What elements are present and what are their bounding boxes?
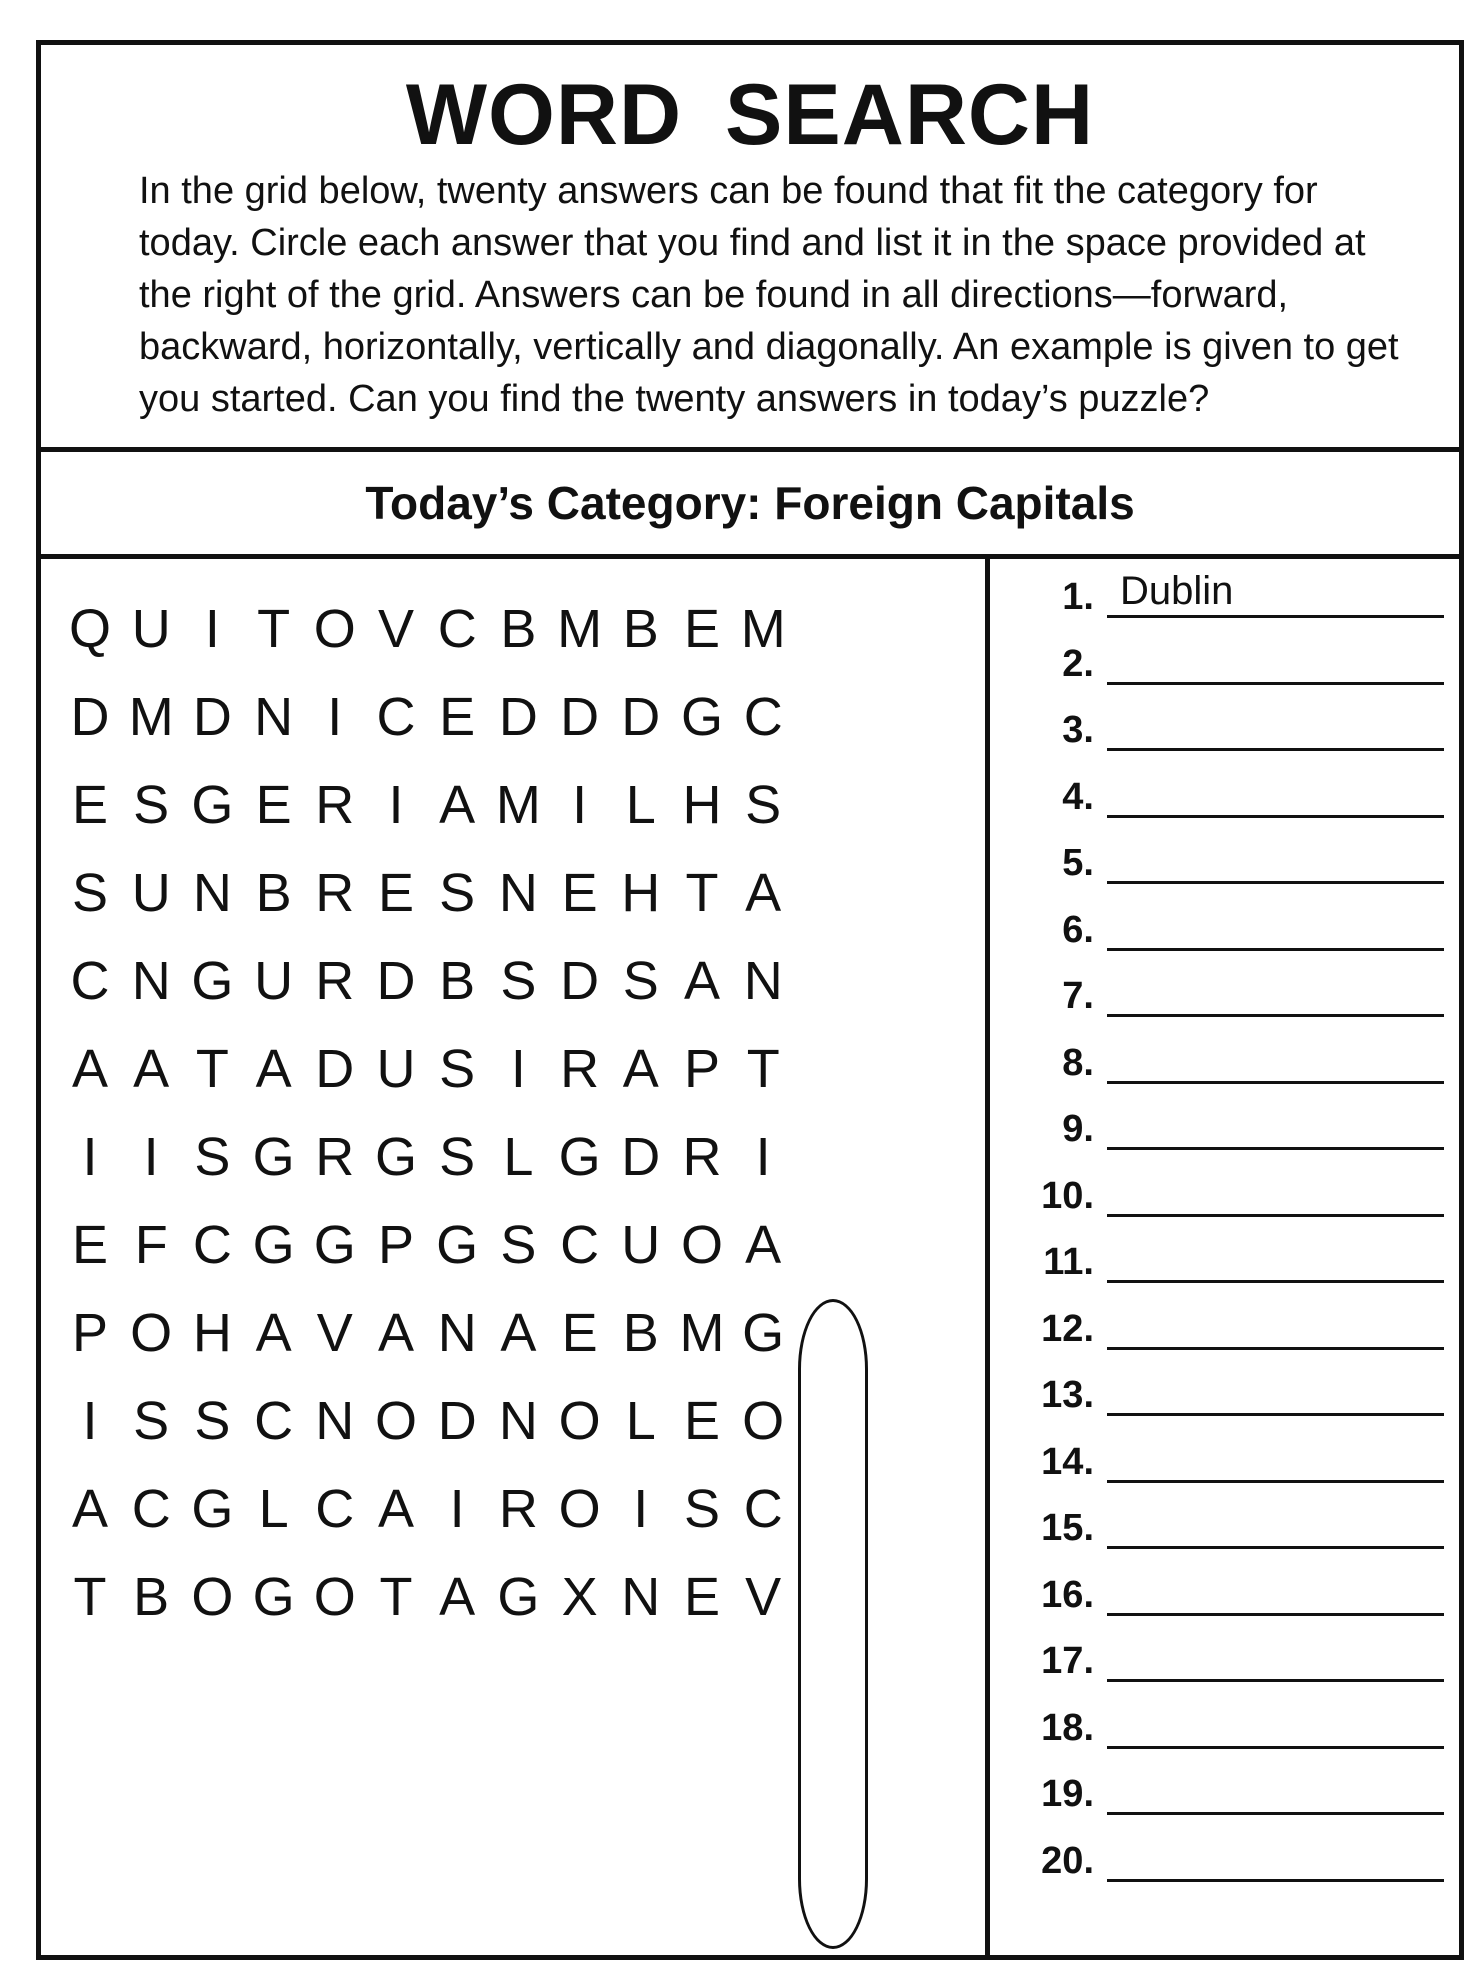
grid-letter[interactable]: D <box>621 687 661 747</box>
answer-row <box>990 1831 1459 1897</box>
answer-row <box>990 1232 1459 1298</box>
grid-letter[interactable]: T <box>746 1039 780 1099</box>
grid-letter[interactable]: G <box>680 687 723 747</box>
grid-letter[interactable]: L <box>625 775 656 835</box>
grid-letter[interactable]: G <box>191 1479 234 1539</box>
answer-blank-line[interactable] <box>1107 815 1444 818</box>
grid-letter[interactable]: O <box>191 1567 234 1627</box>
answer-row <box>990 1099 1459 1165</box>
grid-letter[interactable]: R <box>682 1127 722 1187</box>
grid-letter[interactable]: B <box>255 863 292 923</box>
grid-letter[interactable]: T <box>685 863 719 923</box>
grid-letter[interactable]: A <box>255 1303 292 1363</box>
answer-number: 20. <box>1041 1839 1094 1882</box>
answer-row <box>990 1498 1459 1564</box>
grid-letter[interactable]: B <box>500 599 537 659</box>
grid-letter[interactable]: C <box>743 1479 783 1539</box>
grid-letter[interactable]: O <box>313 599 356 659</box>
answer-row <box>990 567 1459 633</box>
grid-letter[interactable]: A <box>439 775 476 835</box>
grid-letter[interactable]: U <box>131 863 171 923</box>
grid-letter[interactable]: S <box>500 951 537 1011</box>
grid-letter[interactable]: N <box>498 1391 538 1451</box>
grid-letter[interactable]: O <box>558 1391 601 1451</box>
puzzle-header <box>41 45 1459 452</box>
grid-letter[interactable]: R <box>315 775 355 835</box>
answer-blank-line[interactable] <box>1107 1879 1444 1882</box>
grid-letter[interactable]: D <box>437 1391 477 1451</box>
grid-letter[interactable]: M <box>679 1303 725 1363</box>
grid-letter[interactable]: N <box>743 951 783 1011</box>
grid-letter[interactable]: I <box>204 599 220 659</box>
answer-row <box>990 833 1459 899</box>
grid-letter[interactable]: E <box>683 599 721 659</box>
grid-letter[interactable]: B <box>439 951 476 1011</box>
answer-row <box>990 1166 1459 1232</box>
grid-letter[interactable]: E <box>683 1567 721 1627</box>
grid-letter[interactable]: P <box>377 1215 415 1275</box>
grid-letter[interactable]: S <box>439 1039 476 1099</box>
grid-letter[interactable]: S <box>745 775 782 835</box>
grid-letter[interactable]: E <box>439 687 476 747</box>
grid-letter[interactable]: C <box>437 599 477 659</box>
answer-list <box>990 559 1459 1955</box>
grid-letter[interactable]: A <box>683 951 721 1011</box>
grid-letter[interactable]: L <box>258 1479 289 1539</box>
grid-letter[interactable]: E <box>71 1215 109 1275</box>
grid-letter[interactable]: I <box>572 775 588 835</box>
grid-letter[interactable]: C <box>743 687 783 747</box>
grid-letter[interactable]: S <box>71 863 109 923</box>
grid-letter[interactable]: P <box>683 1039 721 1099</box>
grid-letter[interactable]: I <box>510 1039 526 1099</box>
grid-letter[interactable]: U <box>621 1215 661 1275</box>
grid-letter[interactable]: A <box>745 1215 782 1275</box>
grid-letter[interactable]: L <box>503 1127 534 1187</box>
grid-letter[interactable]: G <box>191 951 234 1011</box>
answer-number: 14. <box>1041 1440 1094 1483</box>
grid-letter[interactable]: E <box>561 1303 598 1363</box>
answer-blank-line[interactable] <box>1107 748 1444 751</box>
grid-letter[interactable]: G <box>374 1127 417 1187</box>
grid-letter[interactable]: I <box>633 1479 649 1539</box>
grid-letter[interactable]: D <box>376 951 416 1011</box>
grid-letter[interactable]: E <box>71 775 109 835</box>
grid-letter[interactable]: A <box>439 1567 476 1627</box>
grid-letter[interactable]: S <box>500 1215 537 1275</box>
answer-blank-line[interactable] <box>1107 1679 1444 1682</box>
grid-letter[interactable]: O <box>680 1215 723 1275</box>
answer-blank-line[interactable] <box>1107 1812 1444 1815</box>
grid-letter[interactable]: G <box>252 1127 295 1187</box>
grid-letter[interactable]: E <box>255 775 292 835</box>
grid-letter[interactable]: E <box>561 863 598 923</box>
grid-letter[interactable]: R <box>315 1127 355 1187</box>
grid-letter[interactable]: M <box>740 599 786 659</box>
category-value: Foreign Capitals <box>774 477 1135 529</box>
grid-letter[interactable]: I <box>388 775 404 835</box>
grid-letter[interactable]: I <box>143 1127 159 1187</box>
answer-row <box>990 966 1459 1032</box>
answer-blank-line[interactable] <box>1107 1014 1444 1017</box>
answer-text: Dublin <box>1120 569 1234 613</box>
answer-blank-line[interactable] <box>1107 1613 1444 1616</box>
answer-blank-line[interactable] <box>1107 1147 1444 1150</box>
answer-blank-line[interactable] <box>1107 1214 1444 1217</box>
grid-letter[interactable]: S <box>133 775 170 835</box>
grid-letter[interactable]: D <box>560 951 600 1011</box>
grid-letter[interactable]: C <box>192 1215 232 1275</box>
answer-row <box>990 1033 1459 1099</box>
letter-grid-area <box>41 559 990 1955</box>
grid-letter[interactable]: M <box>495 775 541 835</box>
grid-letter[interactable]: M <box>557 599 603 659</box>
answer-number: 4. <box>1062 775 1094 818</box>
answer-row <box>990 1299 1459 1365</box>
answer-row <box>990 1631 1459 1697</box>
answer-row <box>990 1432 1459 1498</box>
answer-row <box>990 1764 1459 1830</box>
grid-letter[interactable]: G <box>497 1567 540 1627</box>
grid-letter[interactable]: A <box>745 863 782 923</box>
answer-number: 5. <box>1062 842 1094 884</box>
answer-row <box>990 634 1459 700</box>
grid-letter[interactable]: A <box>133 1039 170 1099</box>
grid-letter[interactable]: O <box>742 1391 785 1451</box>
grid-letter[interactable]: H <box>621 863 661 923</box>
grid-letter[interactable]: G <box>252 1215 295 1275</box>
grid-letter[interactable]: T <box>73 1567 107 1627</box>
grid-letter[interactable]: H <box>682 775 722 835</box>
grid-letter[interactable]: A <box>622 1039 659 1099</box>
grid-letter[interactable]: U <box>131 599 171 659</box>
grid-letter[interactable]: R <box>498 1479 538 1539</box>
answer-number: 19. <box>1041 1773 1094 1815</box>
answer-number: 7. <box>1062 975 1094 1017</box>
grid-letter[interactable]: S <box>439 863 476 923</box>
answer-number: 8. <box>1062 1041 1094 1084</box>
grid-letter[interactable]: S <box>622 951 659 1011</box>
grid-letter[interactable]: O <box>313 1567 356 1627</box>
answer-number: 13. <box>1041 1374 1094 1416</box>
grid-letter[interactable]: I <box>327 687 343 747</box>
grid-letter[interactable]: R <box>560 1039 600 1099</box>
answer-row <box>990 1698 1459 1764</box>
grid-letter[interactable]: M <box>128 687 174 747</box>
answer-number: 9. <box>1062 1108 1094 1150</box>
grid-letter[interactable]: A <box>377 1479 415 1539</box>
grid-letter[interactable]: N <box>621 1567 661 1627</box>
grid-letter[interactable]: C <box>376 687 416 747</box>
grid-letter[interactable]: C <box>70 951 110 1011</box>
grid-letter[interactable]: S <box>194 1391 231 1451</box>
answer-blank-line[interactable] <box>1107 615 1444 618</box>
answer-row <box>990 1565 1459 1631</box>
answer-row <box>990 1365 1459 1431</box>
grid-letter[interactable]: H <box>192 1303 232 1363</box>
grid-letter[interactable]: U <box>376 1039 416 1099</box>
grid-letter[interactable]: D <box>70 687 110 747</box>
grid-letter[interactable]: D <box>498 687 538 747</box>
grid-letter[interactable]: I <box>755 1127 771 1187</box>
grid-letter[interactable]: T <box>379 1567 413 1627</box>
grid-letter[interactable]: N <box>131 951 171 1011</box>
example-answer-circle <box>798 1299 868 1949</box>
answer-row <box>990 767 1459 833</box>
answer-number: 16. <box>1041 1573 1094 1616</box>
answer-number: 3. <box>1062 709 1094 751</box>
grid-letter[interactable]: I <box>82 1127 98 1187</box>
grid-letter[interactable]: Q <box>68 599 111 659</box>
answer-blank-line[interactable] <box>1107 1413 1444 1416</box>
grid-letter[interactable]: G <box>313 1215 356 1275</box>
grid-letter[interactable]: S <box>133 1391 170 1451</box>
page-title: WORD SEARCH <box>405 67 1095 163</box>
grid-letter[interactable]: O <box>558 1479 601 1539</box>
grid-letter[interactable]: G <box>742 1303 785 1363</box>
grid-letter[interactable]: I <box>449 1479 465 1539</box>
answer-number: 12. <box>1041 1307 1094 1350</box>
answer-number: 6. <box>1062 908 1094 951</box>
answer-blank-line[interactable] <box>1107 1081 1444 1084</box>
grid-letter[interactable]: C <box>315 1479 355 1539</box>
grid-letter[interactable]: D <box>315 1039 355 1099</box>
grid-letter[interactable]: A <box>377 1303 415 1363</box>
grid-letter[interactable]: U <box>254 951 294 1011</box>
answer-number: 18. <box>1041 1706 1094 1749</box>
answer-blank-line[interactable] <box>1107 1480 1444 1483</box>
grid-letter[interactable]: F <box>134 1215 168 1275</box>
grid-letter[interactable]: O <box>130 1303 173 1363</box>
answer-row <box>990 700 1459 766</box>
grid-letter[interactable]: V <box>745 1567 782 1627</box>
grid-letter[interactable]: L <box>625 1391 656 1451</box>
answer-blank-line[interactable] <box>1107 1280 1444 1283</box>
answer-blank-line[interactable] <box>1107 1347 1444 1350</box>
category-label: Today’s Category: <box>365 477 762 529</box>
grid-letter[interactable]: N <box>437 1303 477 1363</box>
grid-letter[interactable]: T <box>195 1039 229 1099</box>
grid-letter[interactable]: T <box>257 599 291 659</box>
answer-blank-line[interactable] <box>1107 881 1444 884</box>
grid-letter[interactable]: N <box>192 863 232 923</box>
answer-number: 1. <box>1062 576 1094 618</box>
grid-letter[interactable]: G <box>558 1127 601 1187</box>
answer-number: 17. <box>1041 1640 1094 1682</box>
instructions-text: In the grid below, twenty answers can be found that fit the category for today. Circle each answer that you find and list it in the space provided at the right of the grid. Answers can be found in all directions—forward, backward, horizontally, vertically and diagonally. An example is given to get you started. Can you find the twenty answers in today’s puzzle? <box>139 170 1399 420</box>
answer-number: 10. <box>1041 1174 1094 1217</box>
grid-letter[interactable]: C <box>560 1215 600 1275</box>
grid-letter[interactable]: B <box>133 1567 170 1627</box>
grid-letter[interactable]: V <box>377 599 415 659</box>
answer-number: 11. <box>1043 1241 1094 1283</box>
grid-letter[interactable]: G <box>436 1215 479 1275</box>
grid-letter[interactable]: C <box>131 1479 171 1539</box>
grid-letter[interactable]: G <box>191 775 234 835</box>
grid-letter[interactable]: X <box>561 1567 598 1627</box>
answer-number: 2. <box>1062 642 1094 685</box>
grid-letter[interactable]: D <box>192 687 232 747</box>
answer-blank-line[interactable] <box>1107 948 1444 951</box>
grid-letter[interactable]: O <box>374 1391 417 1451</box>
grid-letter[interactable]: D <box>560 687 600 747</box>
grid-letter[interactable]: P <box>71 1303 109 1363</box>
answer-blank-line[interactable] <box>1107 1546 1444 1549</box>
grid-letter[interactable]: B <box>622 599 659 659</box>
grid-letter[interactable]: N <box>315 1391 355 1451</box>
grid-letter[interactable]: D <box>621 1127 661 1187</box>
category-bar <box>41 452 1459 559</box>
grid-letter[interactable]: N <box>498 863 538 923</box>
answer-number: 15. <box>1041 1507 1094 1549</box>
grid-letter[interactable]: A <box>71 1479 109 1539</box>
grid-letter[interactable]: G <box>252 1567 295 1627</box>
grid-letter[interactable]: C <box>254 1391 294 1451</box>
answer-row <box>990 900 1459 966</box>
grid-letter[interactable]: A <box>500 1303 537 1363</box>
answer-blank-line[interactable] <box>1107 1746 1444 1749</box>
grid-letter[interactable]: S <box>439 1127 476 1187</box>
grid-letter[interactable]: A <box>71 1039 109 1099</box>
grid-letter[interactable]: R <box>315 863 355 923</box>
answer-blank-line[interactable] <box>1107 682 1444 685</box>
puzzle-frame <box>36 40 1464 1960</box>
grid-letter[interactable]: E <box>683 1391 721 1451</box>
letter-grid[interactable] <box>51 559 986 1955</box>
grid-letter[interactable]: R <box>315 951 355 1011</box>
grid-letter[interactable]: S <box>194 1127 231 1187</box>
grid-letter[interactable]: E <box>377 863 415 923</box>
grid-letter[interactable]: A <box>255 1039 292 1099</box>
grid-letter[interactable]: V <box>316 1303 353 1363</box>
grid-letter[interactable]: S <box>683 1479 721 1539</box>
grid-letter[interactable]: N <box>254 687 294 747</box>
grid-letter[interactable]: B <box>622 1303 659 1363</box>
grid-letter[interactable]: I <box>82 1391 98 1451</box>
